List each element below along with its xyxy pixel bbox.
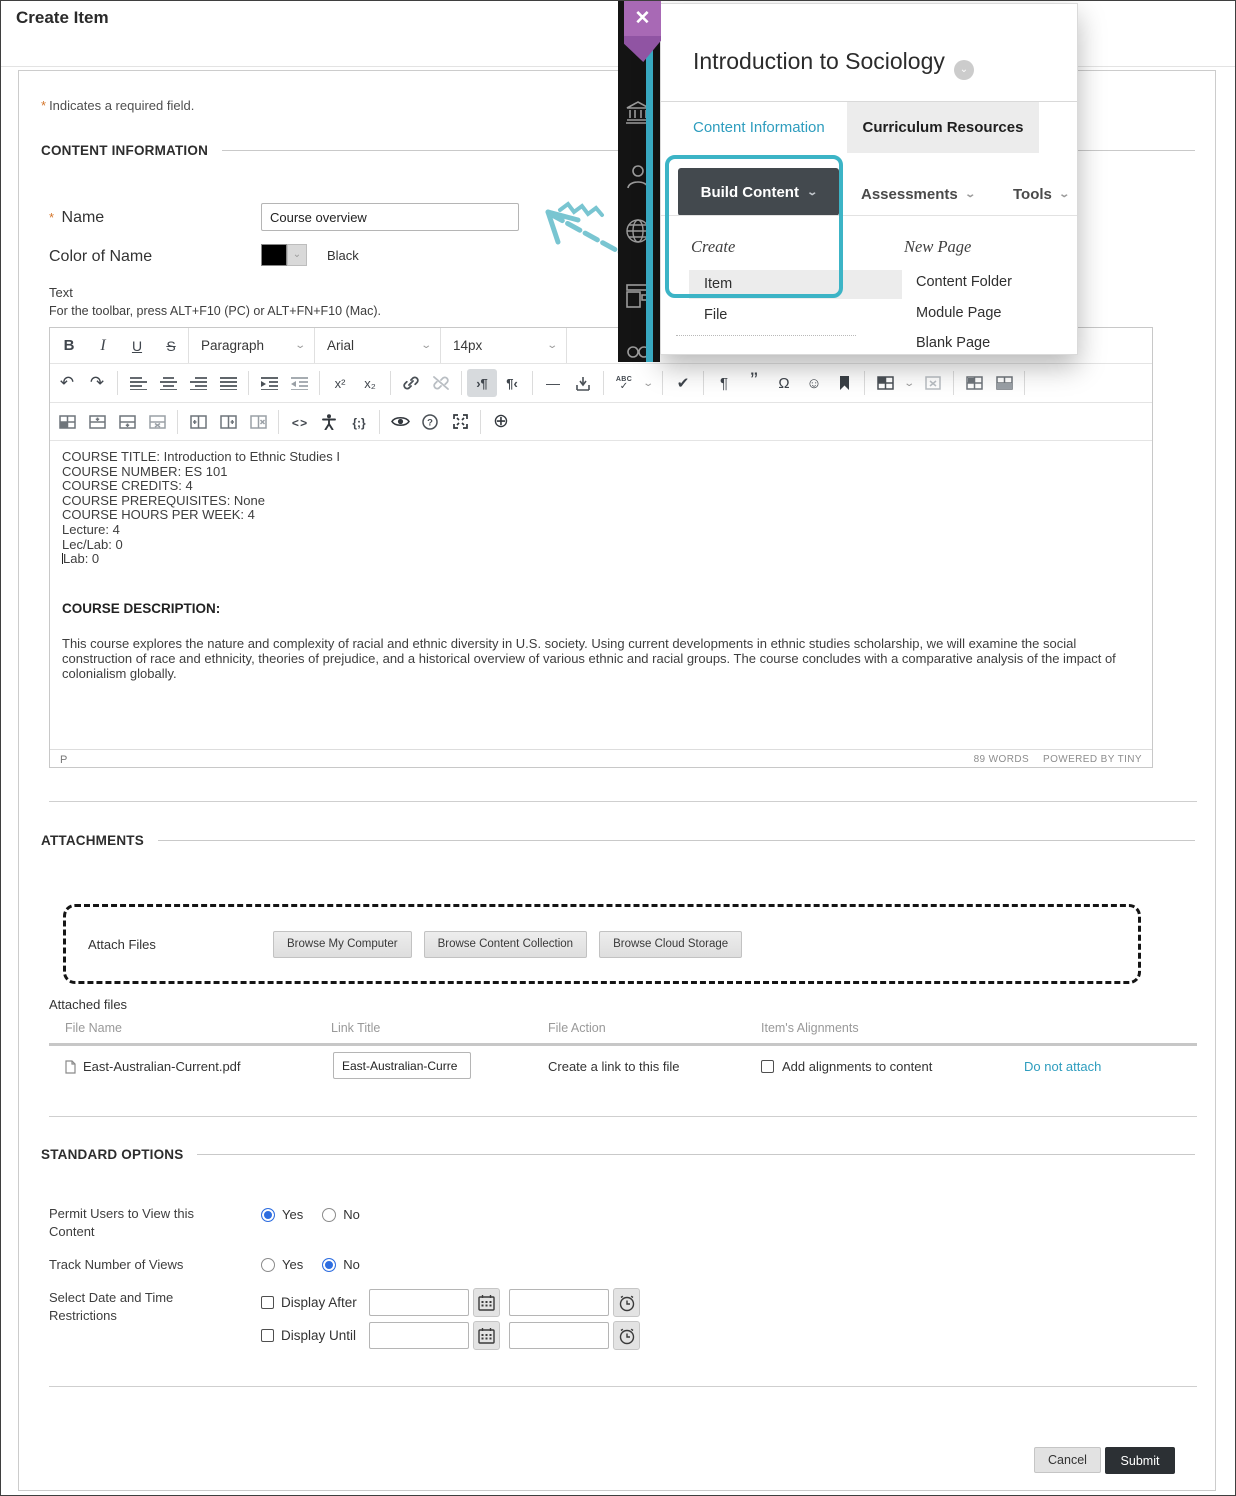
template-icon [352,414,365,430]
toolbar-separator [177,410,178,434]
name-input[interactable] [261,203,519,231]
attach-files-dropzone[interactable] [63,904,1141,984]
menu-item-blank-page[interactable]: Blank Page [916,335,991,351]
toolbar-separator [117,371,118,395]
file-name-text: East-Australian-Current.pdf [83,1059,241,1074]
table-insert-row-below-button[interactable] [112,408,142,436]
permit-users-label: Permit Users to View this Content [49,1206,194,1239]
attached-files-table-header [49,1021,1197,1041]
required-note-text: Indicates a required field. [49,98,195,113]
display-until-checkbox[interactable] [261,1329,274,1342]
permit-users-radios [261,1207,360,1222]
word-count: 89 WORDS [973,754,1030,765]
browse-content-collection-button[interactable]: Browse Content Collection [424,931,588,958]
editor-blank-space [62,567,1140,602]
color-swatch[interactable] [261,244,287,266]
color-dropdown-button[interactable] [287,244,307,266]
toolbar-separator [480,410,481,434]
align-center-button[interactable] [153,369,183,397]
toolbar-separator [566,328,567,363]
editor-status-bar [50,749,1152,769]
display-until-row [261,1321,649,1350]
course-description-heading: COURSE DESCRIPTION: [62,600,221,616]
math-check-button[interactable] [668,369,698,397]
section-standard-options [41,1147,1195,1162]
display-after-calendar-button[interactable] [473,1288,500,1317]
checkmark-icon [677,374,690,392]
table-menu-button[interactable] [900,369,918,397]
editor-line: Lab: 0 [62,552,1140,567]
track-views-radios [261,1257,360,1272]
col-link-title: Link Title [331,1021,381,1035]
file-name-cell [65,1059,241,1074]
font-family-value: Arial [327,338,355,353]
eye-icon [391,415,410,428]
cancel-button[interactable]: Cancel [1034,1447,1101,1473]
chevron-down-icon: ⌄ [903,377,915,389]
source-code-button[interactable] [284,408,314,436]
bold-button[interactable] [52,332,86,360]
bookmark-icon [839,376,850,390]
link-title-input[interactable] [333,1052,471,1079]
display-until-calendar-button[interactable] [473,1321,500,1350]
section-attachments [41,833,1195,848]
italic-icon [100,337,105,355]
unlink-icon [432,376,450,390]
tab-curriculum-resources[interactable]: Curriculum Resources [847,102,1039,153]
display-until-label: Display Until [281,1328,357,1343]
permit-yes-radio[interactable] [261,1208,275,1222]
table-delete-col-button[interactable] [243,408,273,436]
template-button[interactable] [344,408,374,436]
strikethrough-button[interactable] [154,332,188,360]
page-break-icon [575,376,591,391]
display-until-time-input[interactable] [509,1322,609,1349]
section-title: STANDARD OPTIONS [41,1147,184,1162]
add-alignments-label: Add alignments to content [782,1059,933,1074]
page-title: Create Item [16,8,109,27]
insert-link-button[interactable] [396,369,426,397]
display-after-row [261,1288,649,1317]
editor-toolbar-row-3 [50,403,1152,441]
table-delete-row-icon [149,415,166,429]
create-column-heading: Create [691,237,736,256]
color-of-name-label: Color of Name [49,248,153,265]
bookmark-button[interactable] [829,369,859,397]
ltr-icon [476,375,488,391]
spellcheck-button[interactable] [609,369,639,397]
align-left-button[interactable] [123,369,153,397]
chevron-down-icon: ⌄ [419,340,432,351]
underline-button[interactable] [120,332,154,360]
track-views-label: Track Number of Views [49,1257,184,1272]
toolbar-separator [703,371,704,395]
chevron-down-icon: ⌄ [292,249,302,260]
indent-icon [261,376,278,390]
toolbar-separator [1024,371,1025,395]
chevron-down-icon: ⌄ [959,64,969,75]
editor-line: Lec/Lab: 0 [62,536,123,552]
yes-label: Yes [282,1207,304,1222]
table-header-rule [49,1043,1197,1046]
preview-button[interactable] [385,408,415,436]
help-button[interactable] [415,408,445,436]
do-not-attach-link[interactable]: Do not attach [1024,1059,1102,1074]
font-family-dropdown[interactable] [315,328,440,363]
section-divider [49,801,1197,802]
section-rule [158,840,1195,841]
element-path: P [60,753,68,766]
smiley-icon [806,375,821,392]
delete-table-icon [925,376,941,390]
menu-item-content-folder[interactable]: Content Folder [916,274,1012,290]
permit-no-radio[interactable] [322,1208,336,1222]
table-merge-cells-icon [59,415,76,429]
menu-item-file[interactable]: File [704,307,728,323]
table-icon [877,376,894,390]
editor-line: COURSE PREREQUISITES: None [62,492,265,508]
editor-blank-space [62,616,1140,637]
display-until-date-input[interactable] [369,1322,469,1349]
strikethrough-icon [166,338,175,354]
toolbar-separator [864,371,865,395]
col-items-alignments: Item's Alignments [761,1021,859,1035]
link-icon [402,376,420,390]
required-field-note [41,98,194,113]
toolbar-hint: For the toolbar, press ALT+F10 (PC) or ALT+FN+F10 (Mac). [49,304,381,318]
display-after-label: Display After [281,1295,357,1310]
table-insert-col-left-icon [190,415,207,429]
undo-icon [60,373,74,393]
text-label: Text [49,285,73,300]
new-page-column-heading: New Page [904,237,972,256]
chevron-down-icon: ⌄ [1058,189,1070,200]
undo-button[interactable] [52,369,82,397]
build-content-button[interactable] [678,168,839,216]
col-file-name: File Name [65,1021,122,1035]
help-icon [422,414,438,430]
spellcheck-icon: ABC ✓ [615,376,633,392]
browse-my-computer-button[interactable]: Browse My Computer [273,931,412,958]
table-insert-row-below-icon [119,415,136,429]
table-insert-row-above-button[interactable] [82,408,112,436]
rtl-direction-button[interactable] [497,369,527,397]
editor-content[interactable] [50,441,1152,749]
section-divider [49,1386,1197,1387]
spellcheck-menu-button[interactable] [639,369,657,397]
italic-button[interactable] [86,332,120,360]
align-right-icon [190,376,207,390]
date-restrictions-label: Select Date and Time Restrictions [49,1290,174,1323]
special-character-button[interactable] [769,369,799,397]
footer-actions [1034,1447,1175,1474]
chevron-down-icon: ⌄ [642,377,654,389]
subscript-button[interactable] [355,369,385,397]
name-label: * Name [49,209,105,226]
table-insert-col-right-button[interactable] [213,408,243,436]
svg-text:?: ? [427,416,433,428]
superscript-button[interactable] [325,369,355,397]
fullscreen-button[interactable] [445,408,475,436]
subscript-icon [364,375,376,391]
remove-link-button[interactable] [426,369,456,397]
close-icon: ✕ [634,7,651,29]
course-title-menu-button[interactable] [954,60,974,80]
editor-line: Lecture: 4 [62,521,120,537]
table-cell-props-button[interactable] [959,369,989,397]
calendar-icon [478,1294,495,1311]
tab-content-information[interactable]: Content Information [693,119,825,136]
no-label: No [343,1257,360,1272]
align-justify-button[interactable] [213,369,243,397]
course-description-paragraph: This course explores the nature and complexity of racial and ethnic diversity in U.S. society. Using current developments in ethnic studies scholarship, we will examine the social construction of race and ethnicity, theories of prejudice, and a historical overview of various ethnic and racial groups. The course concludes with a comparative analysis of the impact of colonialism globally. [62,636,1116,681]
font-size-value: 14px [453,338,483,353]
toolbar-separator [532,371,533,395]
source-code-icon [292,414,306,430]
table-delete-row-button[interactable] [142,408,172,436]
table-row-props-icon [996,376,1013,390]
attached-file-row [49,1050,1197,1084]
popup-close-button[interactable] [624,0,661,36]
align-right-button[interactable] [183,369,213,397]
toolbar-separator [662,371,663,395]
table-row-props-button[interactable] [989,369,1019,397]
toolbar-separator [953,371,954,395]
menu-item-module-page[interactable]: Module Page [916,305,1002,321]
accessibility-icon [322,414,336,430]
horizontal-rule-icon [546,375,560,391]
submit-button[interactable]: Submit [1105,1447,1175,1474]
no-label: No [343,1207,360,1222]
redo-button[interactable] [82,369,112,397]
display-after-time-input[interactable] [509,1289,609,1316]
bold-icon [64,337,75,354]
paragraph-style-dropdown[interactable] [189,328,314,363]
redo-icon [90,373,104,393]
add-element-button[interactable] [486,408,516,436]
course-title: Introduction to Sociology [693,48,945,74]
table-cell-props-icon [966,376,983,390]
section-rule [197,1154,1195,1155]
toolbar-separator [379,410,380,434]
display-after-clock-button[interactable] [613,1288,640,1317]
section-divider [49,1116,1197,1117]
menu-item-item[interactable]: Item [704,276,733,292]
blockquote-icon [750,375,757,391]
color-value: Black [327,248,359,263]
superscript-icon [335,375,346,391]
align-left-icon [130,376,147,390]
align-justify-icon [220,376,237,390]
indent-button[interactable] [254,369,284,397]
toolbar-separator [461,371,462,395]
horizontal-rule-button[interactable] [538,369,568,397]
calendar-icon [478,1327,495,1344]
toolbar-separator [603,371,604,395]
rtl-icon [506,375,518,391]
table-insert-col-left-button[interactable] [183,408,213,436]
toolbar-separator [390,371,391,395]
editor-line: COURSE CREDITS: 4 [62,478,193,494]
outdent-icon [291,376,308,390]
pilcrow-icon [720,375,728,392]
insert-table-button[interactable] [870,369,900,397]
track-yes-radio[interactable] [261,1258,275,1272]
font-size-dropdown[interactable] [441,328,566,363]
menu-dotted-separator [676,335,856,336]
attached-files-label: Attached files [49,997,128,1012]
chevron-down-icon: ⌄ [806,186,819,198]
rich-text-editor [49,327,1153,768]
yes-label: Yes [282,1257,304,1272]
chevron-down-icon: ⌄ [964,189,976,200]
editor-line: COURSE HOURS PER WEEK: 4 [62,507,255,523]
clock-icon [618,1294,636,1312]
tools-label: Tools [1013,186,1052,203]
required-asterisk: * [41,98,47,113]
add-alignments-checkbox[interactable] [761,1060,774,1073]
table-insert-col-right-icon [220,415,237,429]
display-until-clock-button[interactable] [613,1321,640,1350]
toolbar-separator [248,371,249,395]
track-no-radio[interactable] [322,1258,336,1272]
paragraph-marks-button[interactable] [709,369,739,397]
required-asterisk: * [49,210,55,225]
outdent-button[interactable] [284,369,314,397]
emoticons-button[interactable] [799,369,829,397]
chevron-down-icon: ⌄ [293,340,306,351]
delete-table-button[interactable] [918,369,948,397]
editor-line: COURSE NUMBER: ES 101 [62,463,228,479]
popup-divider [661,215,1077,216]
section-title: ATTACHMENTS [41,833,144,848]
table-merge-cells-button[interactable] [52,408,82,436]
ltr-direction-button[interactable] [467,369,497,397]
paragraph-style-value: Paragraph [201,338,265,353]
page-break-button[interactable] [568,369,598,397]
assessments-label: Assessments [861,186,958,203]
browse-cloud-storage-button[interactable]: Browse Cloud Storage [599,931,742,958]
attach-files-label: Attach Files [88,936,156,952]
tools-menu-button[interactable] [1013,186,1068,203]
underline-icon [132,338,142,354]
document-icon [65,1060,76,1074]
build-content-label: Build Content [700,183,799,201]
add-circle-icon [493,410,509,433]
display-after-checkbox[interactable] [261,1296,274,1309]
popup-edge-accent [646,30,653,362]
editor-line: COURSE TITLE: Introduction to Ethnic Studies I [62,449,340,464]
powered-by-tiny: POWERED BY TINY [1043,754,1142,765]
section-title: CONTENT INFORMATION [41,143,209,158]
table-insert-row-above-icon [89,415,106,429]
col-file-action: File Action [548,1021,606,1035]
toolbar-separator [319,371,320,395]
align-center-icon [160,376,177,390]
table-delete-col-icon [250,415,267,429]
fullscreen-icon [453,414,468,429]
course-popup-panel [660,3,1078,355]
clock-icon [618,1327,636,1345]
display-after-date-input[interactable] [369,1289,469,1316]
assessments-menu-button[interactable] [861,186,974,203]
chevron-down-icon: ⌄ [545,340,558,351]
toolbar-separator [278,410,279,434]
blockquote-button[interactable] [739,369,769,397]
accessibility-checker-button[interactable] [314,408,344,436]
editor-toolbar-row-2 [50,364,1152,403]
omega-icon [778,375,789,392]
file-action-text: Create a link to this file [548,1059,680,1074]
